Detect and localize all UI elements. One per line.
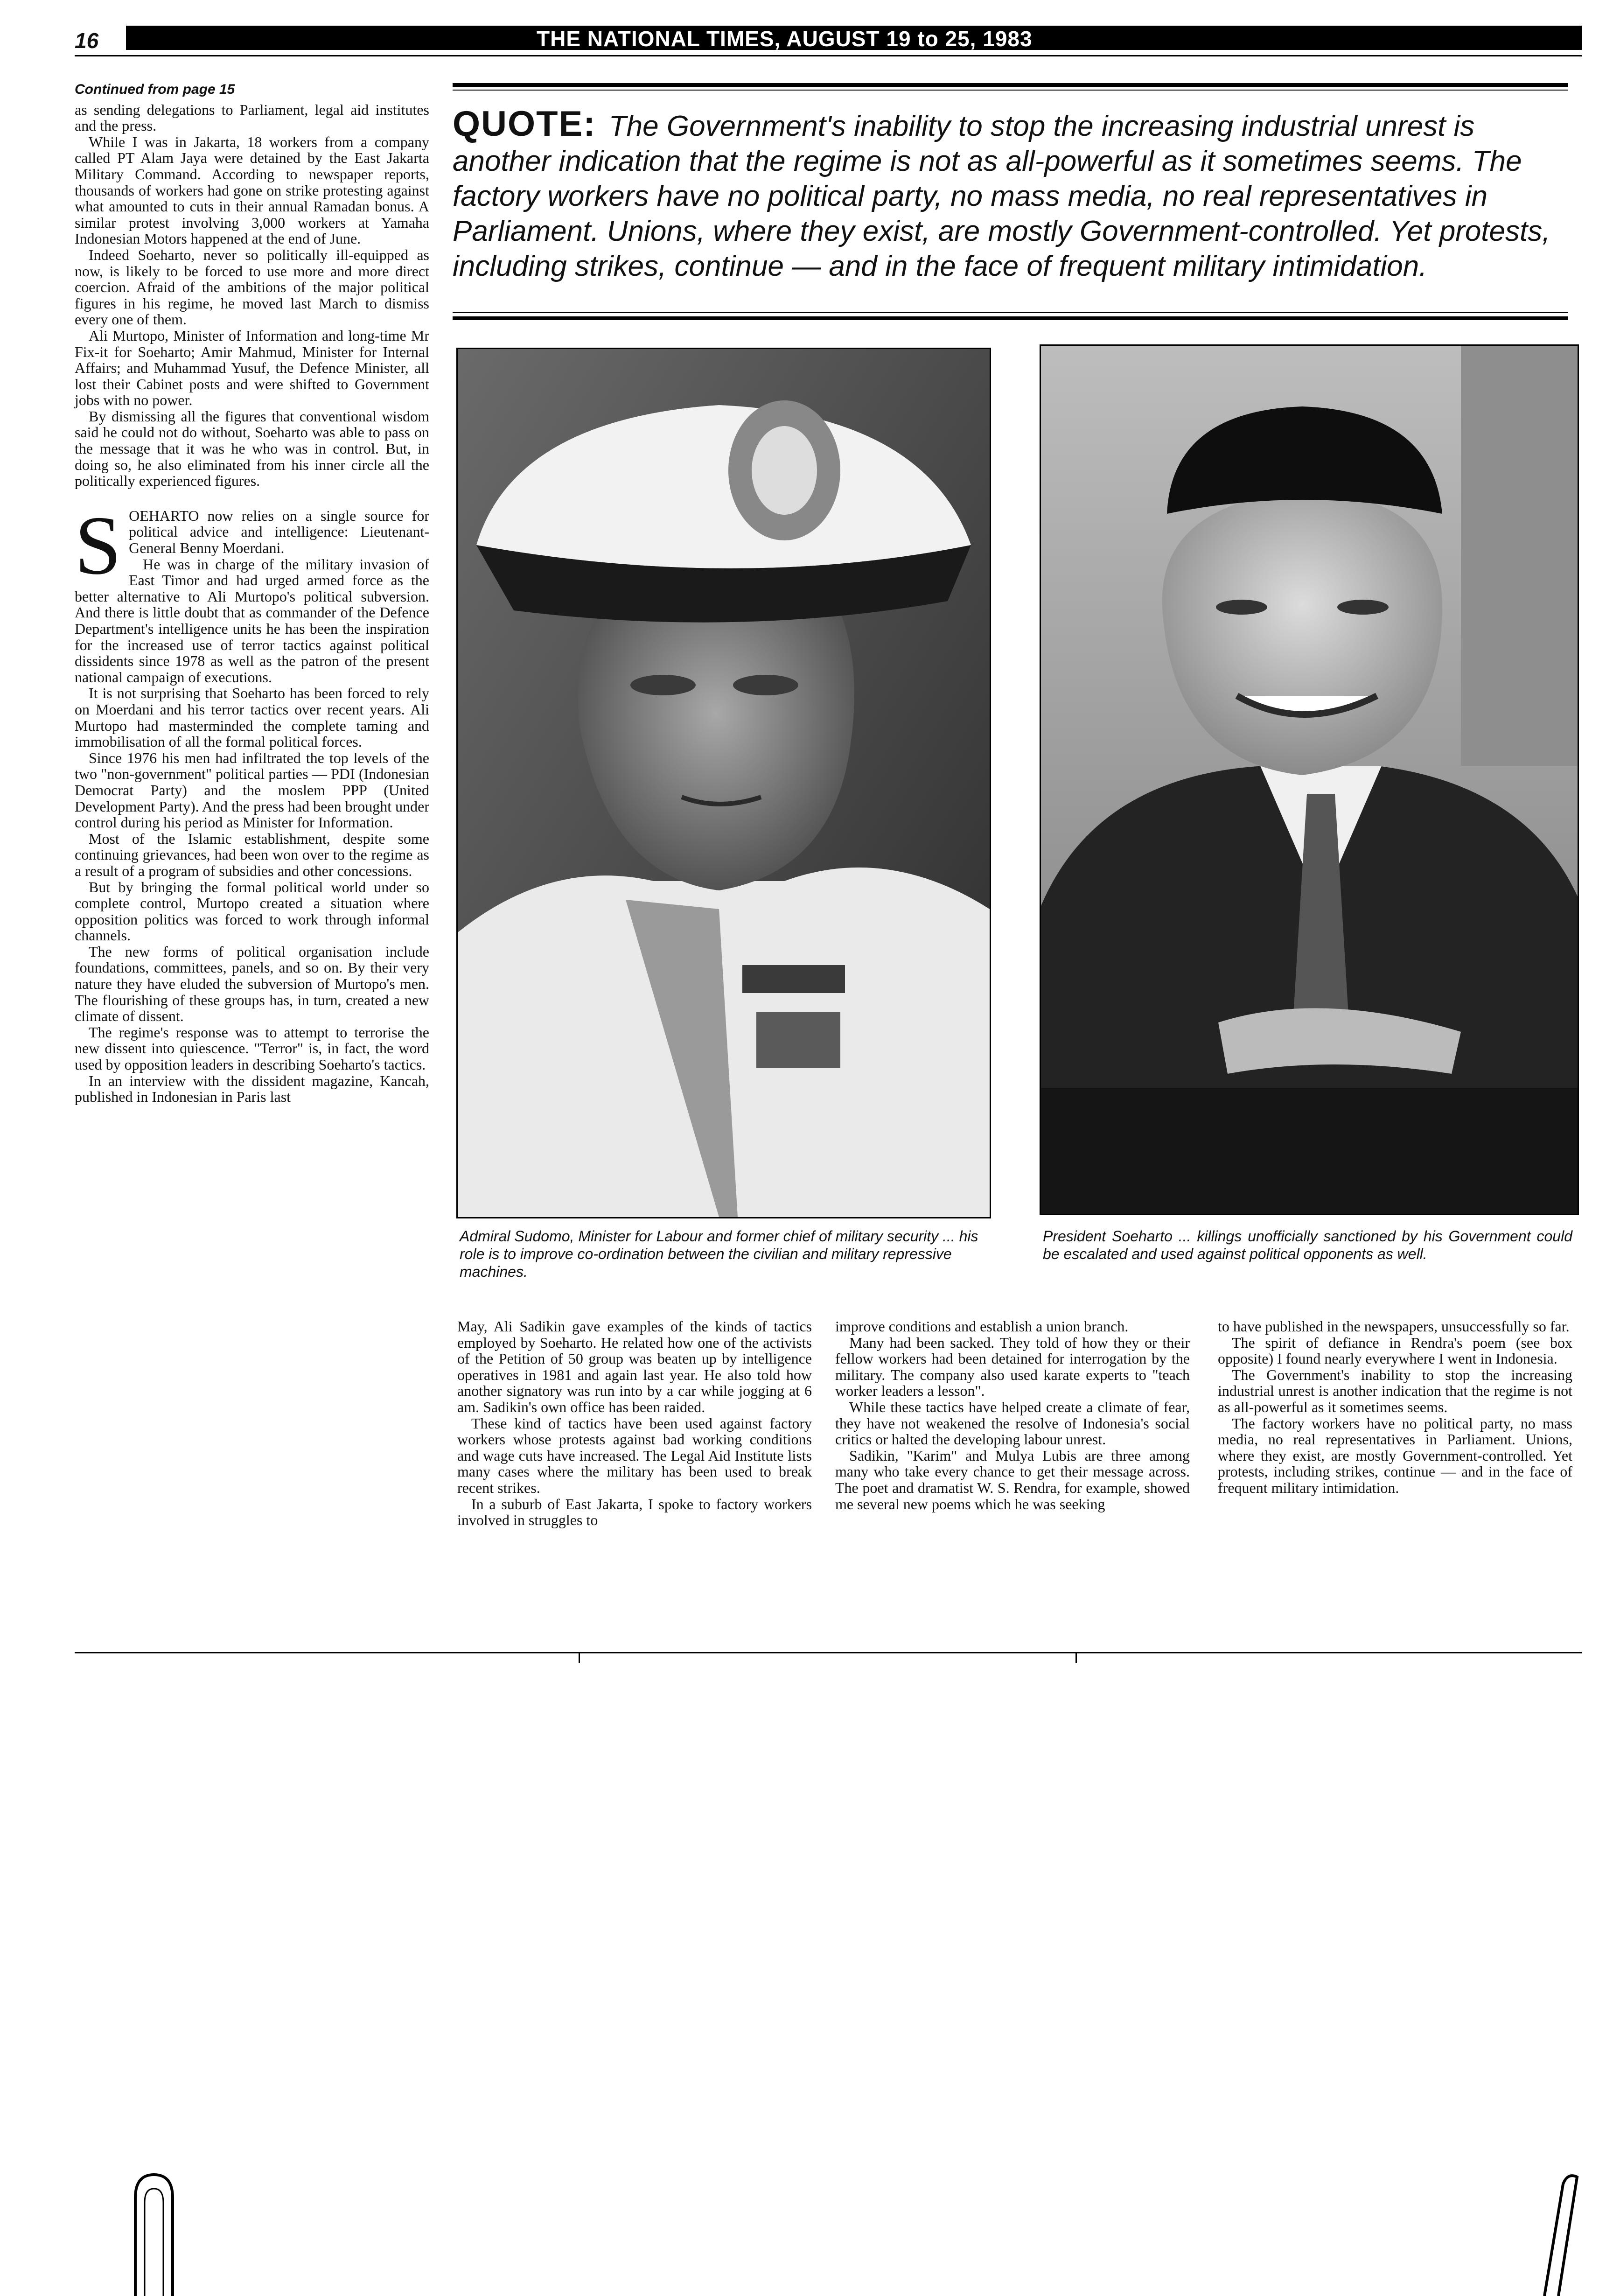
paragraph: The Government's inability to stop the increasing industrial unrest is another indication that the regime is not as all-powerful as it sometimes seems. [1218,1366,1572,1415]
admiral-portrait-image [458,349,990,1217]
caption-soeharto: President Soeharto ... killings unofficially sanctioned by his Government could be escalated and used against political opponents as well. [1043,1228,1572,1262]
continued-line: Continued from page 15 [75,82,235,97]
soeharto-portrait-image [1041,346,1578,1214]
binder-clip-left [117,2170,191,2296]
masthead-title: THE NATIONAL TIMES, AUGUST 19 to 25, 1983 [537,27,1033,51]
paragraph: The new forms of political organisation include foundations, committees, panels, and so on. By their very nature they have eluded the subversion of Murtopo's men. The flourishing of these groups has, in turn, created a new climate of dissent. [75,943,429,1025]
paragraph: as sending delegations to Parliament, legal aid institutes and the press. [75,101,429,134]
quote-bottom-rule [453,312,1568,313]
caption-admiral: Admiral Sudomo, Minister for Labour and former chief of military security ... his role is to improve co-ordination between the civilian and military repressive machines. [460,1228,978,1280]
paragraph: The factory workers have no political party, no mass media, no real representatives in Parliament. Unions, where they exist, are mostly Government-controlled. Yet protests, including strikes, continue — and in the face of frequent military intimidation. [1218,1414,1572,1496]
paragraph: In a suburb of East Jakarta, I spoke to factory workers involved in struggles to [457,1495,812,1529]
bottom-tick [579,1652,580,1663]
paragraph: Ali Murtopo, Minister of Information and long-time Mr Fix-it for Soeharto; Amir Mahmud, Minister for Internal Affairs; and Muhammad Yusuf, the Defence Minister, all lost their Cabinet posts and were shifted to Government jobs with no power. [75,327,429,409]
paragraph: By dismissing all the figures that conventional wisdom said he could not do without, Soeharto was able to pass on the message that it was he who was in control. But, in doing so, he also eliminated from his inner circle all the politically experienced figures. [75,407,429,490]
photo-admiral-sudomo [456,348,991,1218]
paragraph: But by bringing the formal political world under so complete control, Murtopo created a situation where opposition politics was forced to work through informal channels. [75,878,429,944]
left-column [75,82,429,1105]
paragraph: While I was in Jakarta, 18 workers from a company called PT Alam Jaya were detained by the East Jakarta Military Command. According to newspaper reports, thousands of workers had gone on strike protesting against what amounted to cuts in their annual Ramadan bonus. A similar protest involving 3,000 workers at Yamaha Indonesian Motors happened at the end of June. [75,133,429,247]
paragraph: The spirit of defiance in Rendra's poem (see box opposite) I found nearly everywhere I went in Indonesia. [1218,1334,1572,1367]
paragraph: May, Ali Sadikin gave examples of the kinds of tactics employed by Soeharto. He related how one of the activists of the Petition of 50 group was beaten up by intelligence operatives in 1981 and again last year. He also told how another signatory was run into by a car while jogging at 6 am. Sadikin's own office has been raided. [457,1318,812,1415]
paragraph: He was in charge of the military invasion of East Timor and had urged armed force as the better alternative to Ali Murtopo's political subversion. And there is little doubt that as commander of the Defence Department's intelligence units he has been the inspiration for the increased use of terror tactics against political dissidents since 1978 as well as the patron of the present national campaign of executions. [75,555,429,686]
dropcap-letter: S [75,498,122,592]
masthead-underline [75,55,1582,56]
paragraph: These kind of tactics have been used against factory workers whose protests against bad working conditions and wage cuts have increased. The Legal Aid Institute lists many cases where the military has been used to break recent strikes. [457,1414,812,1496]
quote-bottom-rule-thick [453,316,1568,320]
binder-clip-right [1535,2170,1591,2296]
paragraph: In an interview with the dissident magazine, Kancah, published in Indonesian in Paris last [75,1072,429,1106]
quote-label: QUOTE: [453,104,596,144]
quote-box [453,106,1568,284]
dropcap-paragraph [75,498,429,592]
bottom-tick [1075,1652,1077,1663]
quote-text: The Government's inability to stop the increasing industrial unrest is another indication that the regime is not as all-powerful as it sometimes seems. The factory workers have no political party, no mass media, no real representatives in Parliament. Unions, where they exist, are mostly Government-controlled. Yet protests, including strikes, continue — and in the face of frequent military intimidation. [453,110,1550,282]
bottom-column-2 [835,1318,1190,1512]
paragraph: Most of the Islamic establishment, despite some continuing grievances, had been won over to the regime as a result of a program of subsidies and other concessions. [75,830,429,879]
quote-top-rule [453,83,1568,87]
paragraph: to have published in the newspapers, unsuccessfully so far. [1218,1318,1570,1335]
paragraph: Many had been sacked. They told of how they or their fellow workers had been detained for interrogation by the military. The company also used karate experts to "teach worker leaders a lesson". [835,1334,1190,1400]
bottom-column-1 [457,1318,812,1528]
paragraph: Since 1976 his men had infiltrated the top levels of the two "non-government" political parties — PDI (Indonesian Democrat Party) and the moslem PPP (United Development Party). And the press had been brought under control during his period as Minister for Information. [75,749,429,831]
bottom-rule [75,1652,1582,1653]
paragraph: The regime's response was to attempt to terrorise the new dissent into quiescence. "Terror" is, in fact, the word used by opposition leaders in describing Soeharto's tactics. [75,1023,429,1073]
paragraph: Sadikin, "Karim" and Mulya Lubis are three among many who take every chance to get their message across. The poet and dramatist W. S. Rendra, for example, showed me several new poems which he was seeking [835,1447,1190,1512]
paragraph: Indeed Soeharto, never so politically ill-equipped as now, is likely to be forced to use more and more direct coercion. Afraid of the ambitions of the major political figures in his regime, he moved last March to dismiss every one of them. [75,246,429,328]
bottom-column-3 [1218,1318,1572,1496]
paragraph: improve conditions and establish a union branch. [835,1318,1129,1335]
photo-president-soeharto [1040,344,1579,1215]
paragraph: While these tactics have helped create a climate of fear, they have not weakened the resolve of Indonesia's social critics or halted the developing labour unrest. [835,1398,1190,1448]
quote-top-rule-thin [453,90,1568,91]
page-number: 16 [75,28,99,53]
dropcap-text: OEHARTO now relies on a single source for political advice and intelligence: Lieutenant-General Benny Moerdani. [129,507,429,557]
paragraph: It is not surprising that Soeharto has been forced to rely on Moerdani and his terror tactics over recent years. Ali Murtopo had masterminded the complete taming and immobilisation of all the formal political forces. [75,685,429,750]
